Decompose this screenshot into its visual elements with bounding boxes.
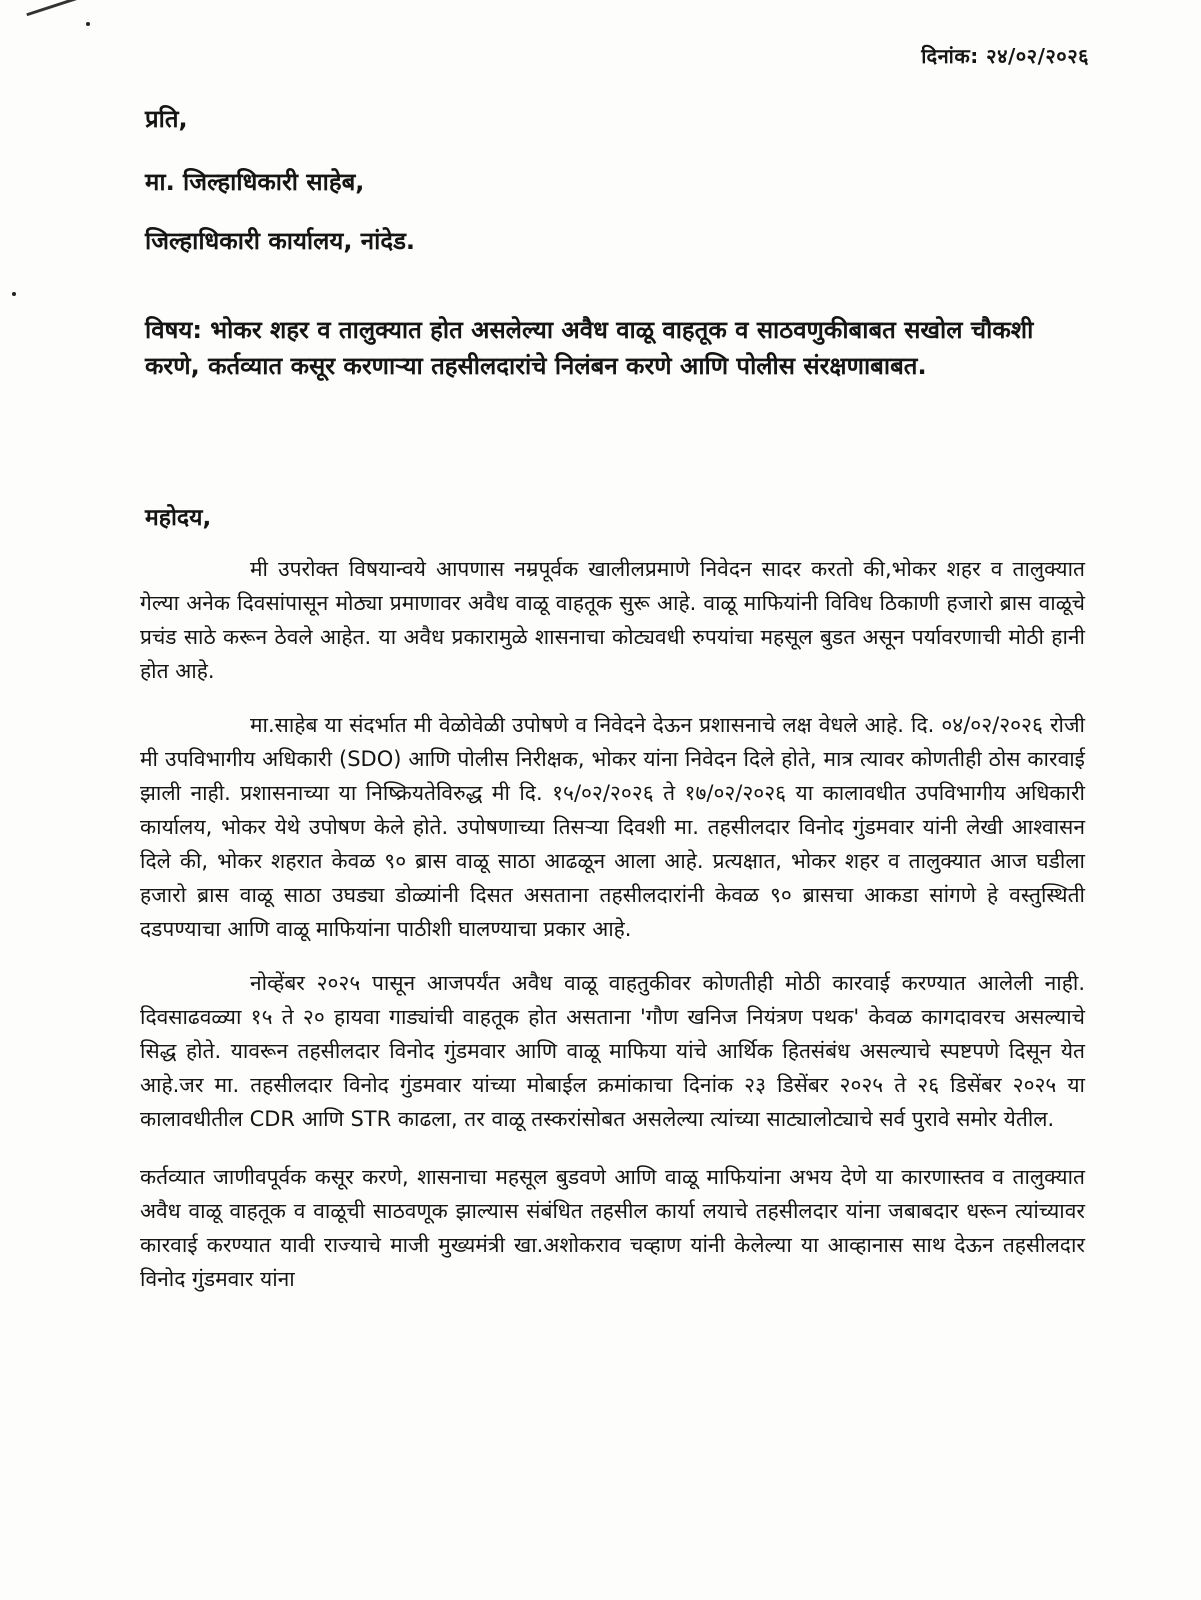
letter-subject: विषय: भोकर शहर व तालुक्यात होत असलेल्या अवैध वाळू वाहतूक व साठवणुकीबाबत सखोल चौकशी करणे, कर्तव्यात कसूर करणाऱ्या तहसीलदारांचे निलंबन करणे आणि पोलीस संरक्षणाबाबत. bbox=[145, 316, 1034, 380]
scan-speck bbox=[86, 22, 90, 26]
letter-body bbox=[140, 552, 1085, 1316]
body-paragraph-1: मी उपरोक्त विषयान्वये आपणास नम्रपूर्वक खालीलप्रमाणे निवेदन सादर करतो की,भोकर शहर व तालुक्यात गेल्या अनेक दिवसांपासून मोठ्या प्रमाणावर अवैध वाळू वाहतूक सुरू आहे. वाळू माफियांनी विविध ठिकाणी हजारो ब्रास वाळूचे प्रचंड साठे करून ठेवले आहेत. या अवैध प्रकारामुळे शासनाचा कोट्यवधी रुपयांचा महसूल बुडत असून पर्यावरणाची मोठी हानी होत आहे. bbox=[140, 557, 1085, 683]
scan-speck bbox=[12, 292, 16, 296]
pen-stroke-mark bbox=[22, 0, 94, 16]
letter-date: दिनांक: २४/०२/२०२६ bbox=[921, 44, 1089, 68]
recipient-block bbox=[145, 102, 415, 257]
recipient-office: जिल्हाधिकारी कार्यालय, नांदेड. bbox=[145, 227, 416, 255]
body-paragraph-4: कर्तव्यात जाणीवपूर्वक कसूर करणे, शासनाचा महसूल बुडवणे आणि वाळू माफियांना अभय देणे या कारणास्तव व तालुक्यात अवैध वाळू वाहतूक व वाळूची साठवणूक झाल्यास संबंधित तहसील कार्या लयाचे तहसीलदार यांना जबाबदार धरून त्यांच्यावर कारवाई करण्यात यावी राज्याचे माजी मुख्यमंत्री खा.अशोकराव चव्हाण यांनी केलेल्या या आव्हानास साथ देऊन तहसीलदार विनोद गुंडमवार यांना bbox=[140, 1165, 1085, 1291]
recipient-prefix: प्रति, bbox=[145, 105, 188, 133]
salutation: महोदय, bbox=[145, 505, 212, 531]
body-paragraph-2: मा.साहेब या संदर्भात मी वेळोवेळी उपोषणे व निवेदने देऊन प्रशासनाचे लक्ष वेधले आहे. दि. ०४/०२/२०२६ रोजी मी उपविभागीय अधिकारी (SDO) आणि पोलीस निरीक्षक, भोकर यांना निवेदन दिले होते, मात्र त्यावर कोणतीही ठोस कारवाई झाली नाही. प्रशासनाच्या या निष्क्रियतेविरुद्ध मी दि. १५/०२/२०२६ ते १७/०२/२०२६ या कालावधीत उपविभागीय अधिकारी कार्यालय, भोकर येथे उपोषण केले होते. उपोषणाच्या तिसऱ्या दिवशी मा. तहसीलदार विनोद गुंडमवार यांनी लेखी आश्वासन दिले की, भोकर शहरात केवळ ९० ब्रास वाळू साठा आढळून आला आहे. प्रत्यक्षात, भोकर शहर व तालुक्यात आज घडीला हजारो ब्रास वाळू साठा उघड्या डोळ्यांनी दिसत असताना तहसीलदारांनी केवळ ९० ब्रासचा आकडा सांगणे हे वस्तुस्थिती दडपण्याचा आणि वाळू माफियांना पाठीशी घालण्याचा प्रकार आहे. bbox=[140, 713, 1085, 941]
body-paragraph-3: नोव्हेंबर २०२५ पासून आजपर्यंत अवैध वाळू वाहतुकीवर कोणतीही मोठी कारवाई करण्यात आलेली नाही. दिवसाढवळ्या १५ ते २० हायवा गाड्यांची वाहतूक होत असताना 'गौण खनिज नियंत्रण पथक' केवळ कागदावरच असल्याचे सिद्ध होते. यावरून तहसीलदार विनोद गुंडमवार आणि वाळू माफिया यांचे आर्थिक हितसंबंध असल्याचे स्पष्टपणे दिसून येत आहे.जर मा. तहसीलदार विनोद गुंडमवार यांच्या मोबाईल क्रमांकाचा दिनांक २३ डिसेंबर २०२५ ते २६ डिसेंबर २०२५ या कालावधीतील CDR आणि STR काढला, तर वाळू तस्करांसोबत असलेल्या त्यांच्या साट्यालोट्याचे सर्व पुरावे समोर येतील. bbox=[140, 971, 1085, 1131]
recipient-name: मा. जिल्हाधिकारी साहेब, bbox=[145, 168, 365, 196]
